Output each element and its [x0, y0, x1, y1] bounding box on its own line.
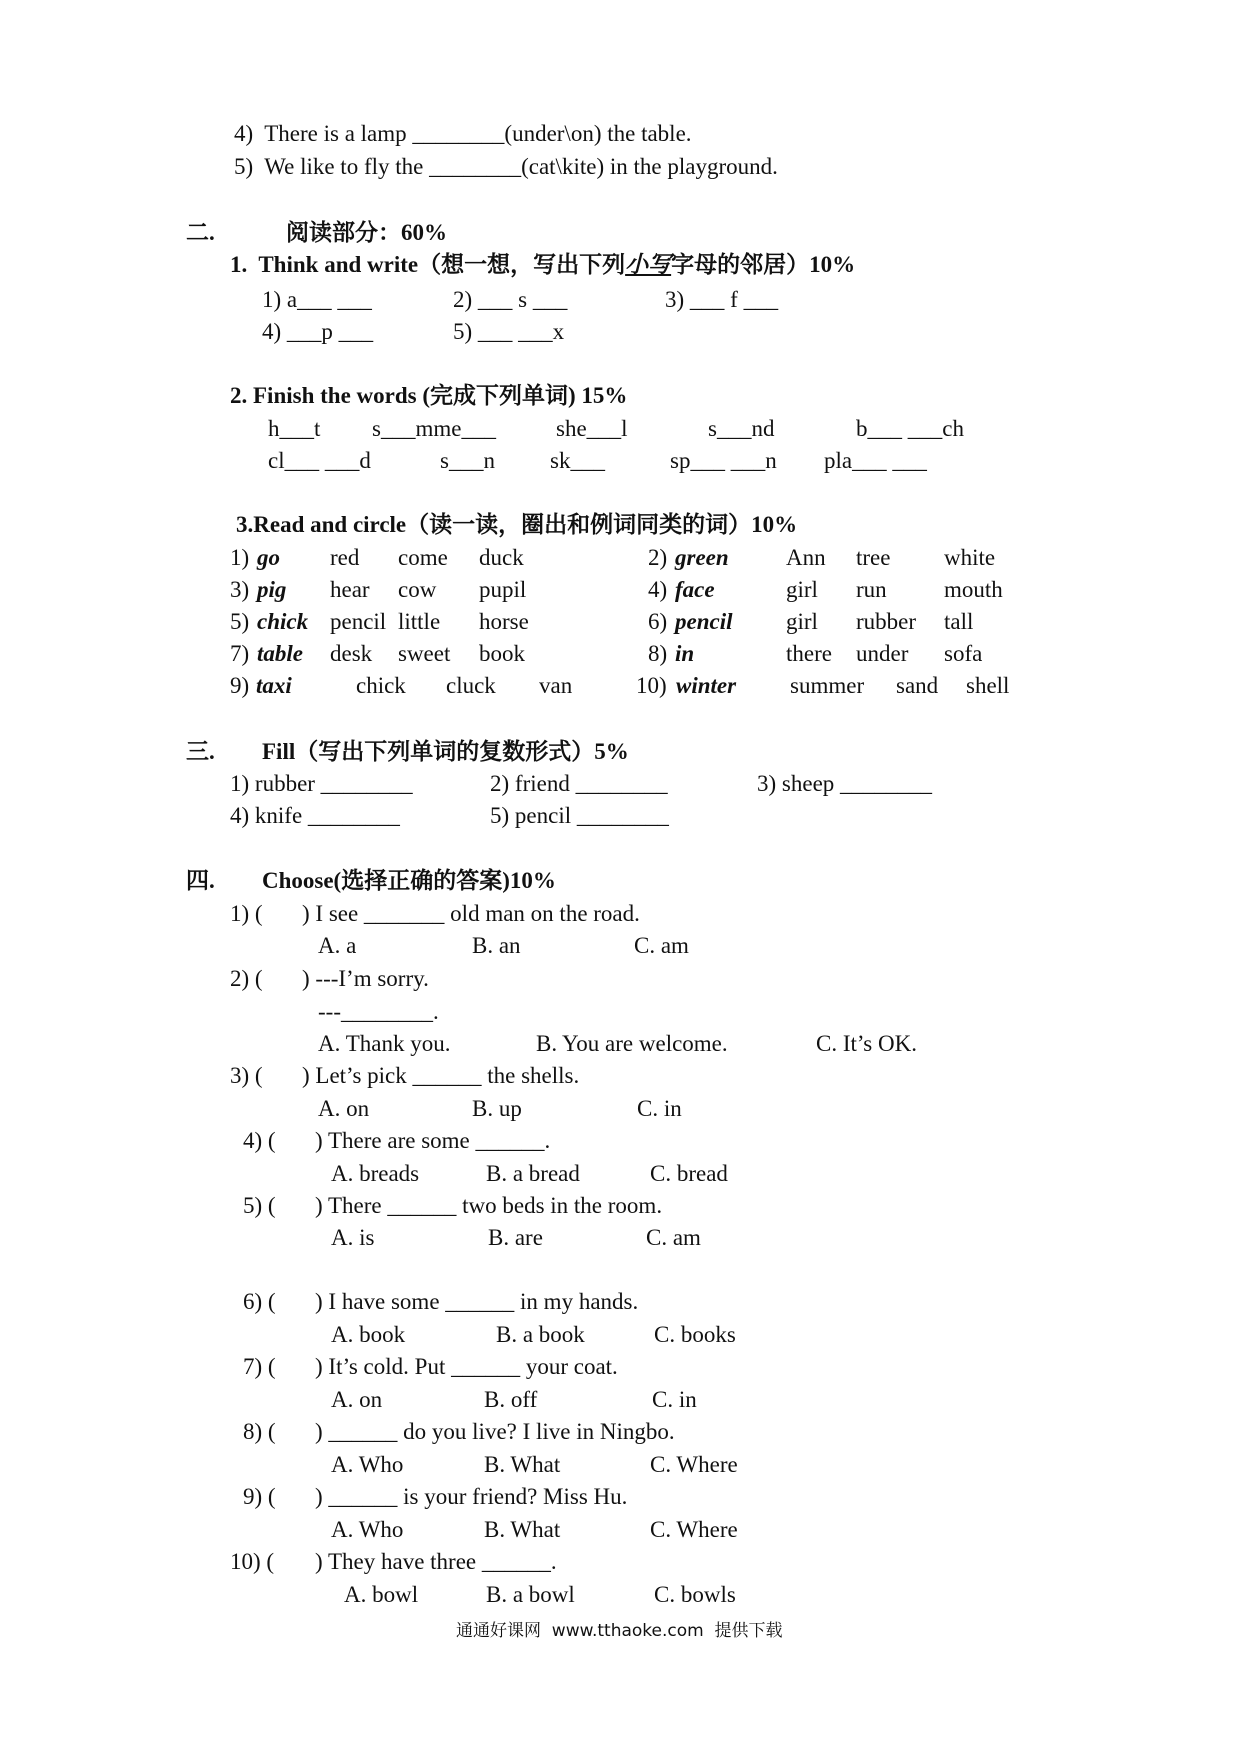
- circle-option-word: mouth: [944, 577, 1003, 602]
- circle-item-number: 7): [230, 641, 250, 666]
- circle-option-word: cluck: [446, 673, 496, 698]
- section-3-title: Fill（写出下列单词的复数形式）5%: [262, 739, 629, 764]
- circle-option-word: cow: [398, 577, 437, 602]
- circle-option-word: sofa: [944, 641, 983, 666]
- question-text: ) They have three ______.: [315, 1549, 557, 1574]
- plural-item: 3) sheep ________: [757, 771, 933, 796]
- circle-option-word: tall: [944, 609, 974, 634]
- option-c: C. in: [637, 1096, 682, 1121]
- circle-item-number: 3): [230, 577, 250, 602]
- plural-item: 2) friend ________: [490, 771, 668, 796]
- section-4-title: Choose(选择正确的答案)10%: [262, 868, 556, 893]
- option-c: C. Where: [650, 1452, 738, 1477]
- option-b: B. You are welcome.: [536, 1031, 728, 1056]
- part-1-title: 1. Think and write（想一想，写出下列小写字母的邻居）10%: [230, 252, 856, 277]
- circle-option-word: run: [856, 577, 887, 602]
- word-blank: sk___: [550, 448, 605, 473]
- question-text: ) There are some ______.: [315, 1128, 551, 1153]
- circle-item-number: 6): [648, 609, 668, 634]
- circle-item-number: 10): [636, 673, 667, 698]
- question-text: ) I see _______ old man on the road.: [302, 901, 640, 926]
- circle-option-word: girl: [786, 577, 818, 602]
- circle-option-word: Ann: [786, 545, 826, 570]
- circle-item-number: 2): [648, 545, 668, 570]
- circle-example-word: winter: [676, 673, 737, 698]
- circle-item-number: 1): [230, 545, 250, 570]
- circle-option-word: duck: [479, 545, 524, 570]
- option-b: B. up: [472, 1096, 522, 1121]
- question-number: 6) (: [243, 1289, 276, 1314]
- circle-option-word: red: [330, 545, 360, 570]
- circle-option-word: horse: [479, 609, 529, 634]
- circle-option-word: there: [786, 641, 832, 666]
- circle-example-word: table: [257, 641, 303, 666]
- word-blank: cl___ ___d: [268, 448, 371, 473]
- footer-source: 通通好课网 www.tthaoke.com 提供下载: [456, 1621, 783, 1641]
- question-text: ) ---I’m sorry.: [302, 966, 429, 991]
- circle-example-word: in: [675, 641, 695, 666]
- option-b: B. a bread: [486, 1161, 580, 1186]
- option-a: A. is: [331, 1225, 375, 1250]
- circle-example-word: green: [675, 545, 729, 570]
- word-blank: sp___ ___n: [670, 448, 777, 473]
- circle-option-word: van: [539, 673, 573, 698]
- option-a: A. a: [318, 933, 357, 958]
- option-a: A. Thank you.: [318, 1031, 451, 1056]
- question-number: 10) (: [230, 1549, 275, 1574]
- option-c: C. bowls: [654, 1582, 736, 1607]
- fill-item-5: 5) We like to fly the ________(cat\kite) in the playground.: [234, 154, 778, 179]
- fill-item-4: 4) There is a lamp ________(under\on) the table.: [234, 121, 692, 146]
- circle-item-number: 8): [648, 641, 668, 666]
- circle-option-word: desk: [330, 641, 373, 666]
- word-blank: h___t: [268, 416, 321, 441]
- plural-item: 5) pencil ________: [490, 803, 669, 828]
- circle-option-word: little: [398, 609, 441, 634]
- word-blank: pla___ ___: [824, 448, 927, 473]
- word-blank: s___n: [440, 448, 495, 473]
- part-2-title: 2. Finish the words (完成下列单词) 15%: [230, 383, 628, 408]
- option-c: C. am: [646, 1225, 701, 1250]
- option-c: C. bread: [650, 1161, 728, 1186]
- question-number: 1) (: [230, 901, 263, 926]
- word-blank: b___ ___ch: [856, 416, 964, 441]
- option-a: A. Who: [331, 1517, 404, 1542]
- letter-item: 5) ___ ___x: [453, 319, 565, 344]
- section-3-number: 三.: [186, 739, 215, 764]
- option-a: A. bowl: [344, 1582, 419, 1607]
- question-number: 5) (: [243, 1193, 276, 1218]
- question-number: 2) (: [230, 966, 263, 991]
- option-c: C. am: [634, 933, 689, 958]
- question-number: 3) (: [230, 1063, 263, 1088]
- question-text: ) Let’s pick ______ the shells.: [302, 1063, 580, 1088]
- section-2-number: 二.: [186, 220, 215, 245]
- section-4-number: 四.: [186, 868, 215, 893]
- question-number: 7) (: [243, 1354, 276, 1379]
- circle-option-word: tree: [856, 545, 891, 570]
- circle-option-word: summer: [790, 673, 865, 698]
- word-blank: s___mme___: [372, 416, 496, 441]
- letter-item: 3) ___ f ___: [665, 287, 779, 312]
- circle-option-word: girl: [786, 609, 818, 634]
- answer-blank: ---________.: [318, 999, 439, 1024]
- option-c: C. Where: [650, 1517, 738, 1542]
- circle-option-word: pupil: [479, 577, 527, 602]
- option-a: A. breads: [331, 1161, 420, 1186]
- circle-option-word: sweet: [398, 641, 451, 666]
- plural-item: 4) knife ________: [230, 803, 400, 828]
- letter-item: 2) ___ s ___: [453, 287, 568, 312]
- circle-example-word: pencil: [675, 609, 733, 634]
- option-b: B. a bowl: [486, 1582, 575, 1607]
- circle-example-word: pig: [257, 577, 287, 602]
- circle-option-word: shell: [966, 673, 1010, 698]
- circle-option-word: hear: [330, 577, 370, 602]
- word-blank: she___l: [556, 416, 628, 441]
- option-c: C. in: [652, 1387, 697, 1412]
- section-2-title: 阅读部分：60%: [286, 220, 447, 245]
- letter-item: 1) a___ ___: [262, 287, 372, 312]
- circle-item-number: 5): [230, 609, 250, 634]
- circle-item-number: 4): [648, 577, 668, 602]
- option-c: C. books: [654, 1322, 736, 1347]
- circle-option-word: sand: [896, 673, 939, 698]
- letter-item: 4) ___p ___: [262, 319, 374, 344]
- option-b: B. off: [484, 1387, 538, 1412]
- question-text: ) I have some ______ in my hands.: [315, 1289, 639, 1314]
- option-b: B. a book: [496, 1322, 585, 1347]
- circle-example-word: go: [257, 545, 280, 570]
- question-number: 4) (: [243, 1128, 276, 1153]
- option-a: A. Who: [331, 1452, 404, 1477]
- circle-example-word: face: [675, 577, 715, 602]
- option-b: B. an: [472, 933, 521, 958]
- circle-option-word: book: [479, 641, 525, 666]
- option-b: B. What: [484, 1517, 561, 1542]
- circle-example-word: taxi: [256, 673, 292, 698]
- option-b: B. What: [484, 1452, 561, 1477]
- question-text: ) ______ do you live? I live in Ningbo.: [315, 1419, 675, 1444]
- question-text: ) It’s cold. Put ______ your coat.: [315, 1354, 618, 1379]
- question-number: 8) (: [243, 1419, 276, 1444]
- circle-option-word: rubber: [856, 609, 917, 634]
- option-b: B. are: [488, 1225, 543, 1250]
- question-text: ) There ______ two beds in the room.: [315, 1193, 663, 1218]
- circle-item-number: 9): [230, 673, 250, 698]
- part-3-title: 3.Read and circle（读一读，圈出和例词同类的词）10%: [236, 512, 798, 537]
- question-number: 9) (: [243, 1484, 276, 1509]
- circle-option-word: white: [944, 545, 996, 570]
- plural-item: 1) rubber ________: [230, 771, 413, 796]
- option-a: A. on: [331, 1387, 383, 1412]
- option-c: C. It’s OK.: [816, 1031, 917, 1056]
- option-a: A. on: [318, 1096, 370, 1121]
- question-text: ) ______ is your friend? Miss Hu.: [315, 1484, 628, 1509]
- circle-option-word: chick: [356, 673, 406, 698]
- circle-option-word: come: [398, 545, 448, 570]
- circle-option-word: under: [856, 641, 909, 666]
- circle-example-word: chick: [257, 609, 309, 634]
- option-a: A. book: [331, 1322, 406, 1347]
- word-blank: s___nd: [708, 416, 775, 441]
- circle-option-word: pencil: [330, 609, 387, 634]
